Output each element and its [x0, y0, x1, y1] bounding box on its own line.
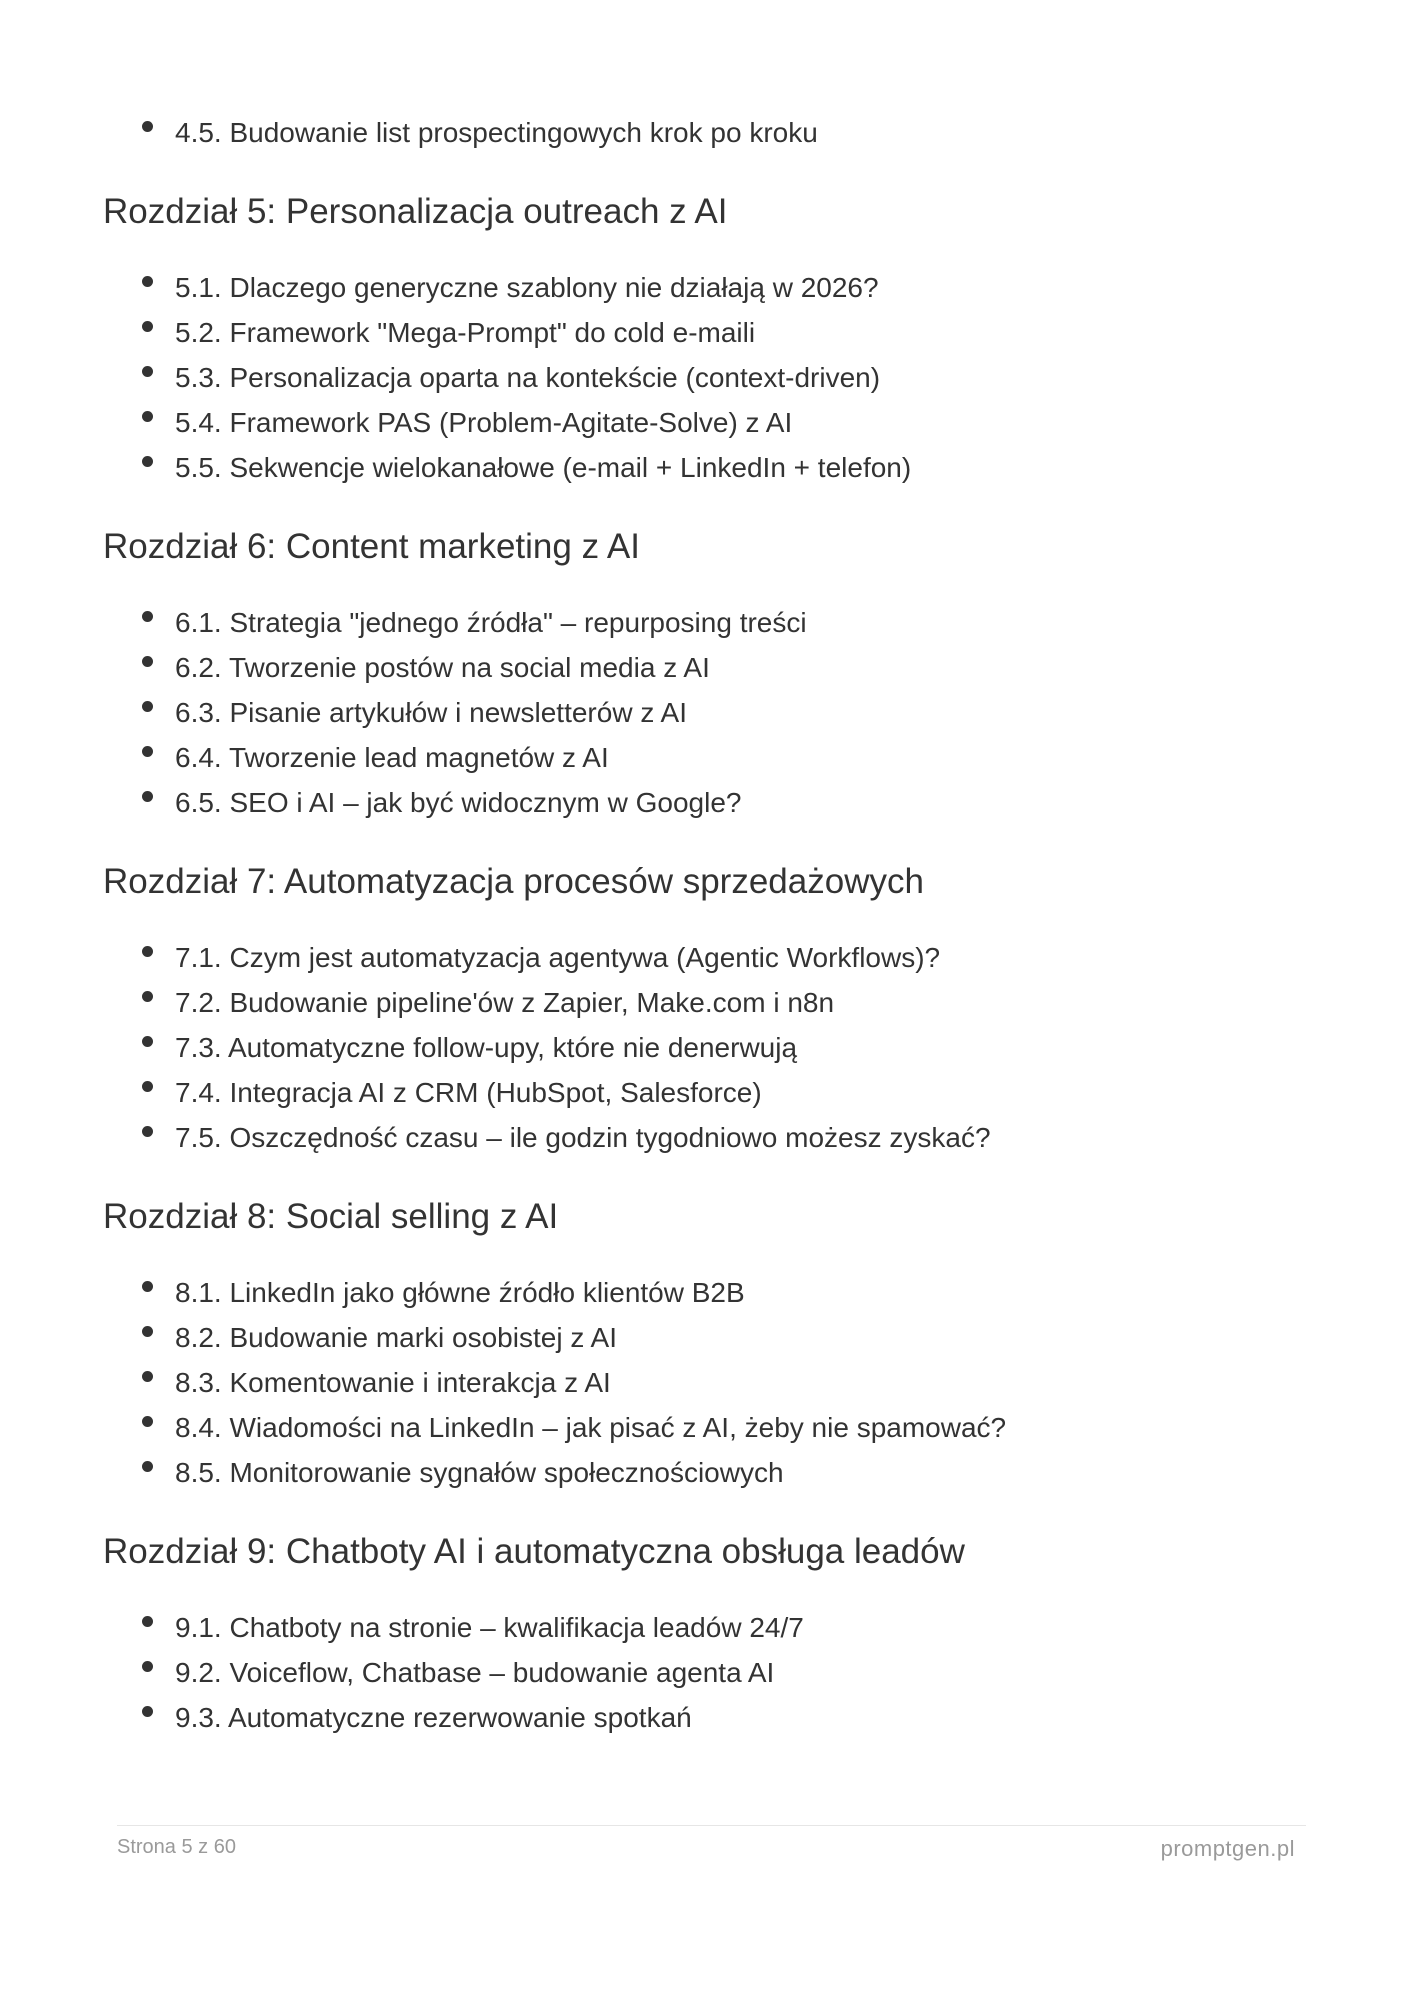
bullet-icon: [142, 1461, 153, 1472]
list-item-text: 7.2. Budowanie pipeline'ów z Zapier, Make.com i n8n: [175, 987, 835, 1018]
list-item-text: 4.5. Budowanie list prospectingowych krok po kroku: [175, 117, 818, 148]
list-item-text: 7.4. Integracja AI z CRM (HubSpot, Salesforce): [175, 1077, 762, 1108]
chapter-heading: Rozdział 7: Automatyzacja procesów sprzedażowych: [103, 862, 924, 901]
list-item: [103, 600, 1313, 645]
list-item-text: 9.3. Automatyczne rezerwowanie spotkań: [175, 1702, 692, 1733]
list-item-text: 7.5. Oszczędność czasu – ile godzin tygodniowo możesz zyskać?: [175, 1122, 991, 1153]
bullet-icon: [142, 411, 153, 422]
bullet-icon: [142, 1326, 153, 1337]
list-item: [103, 355, 1313, 400]
list-item: [103, 690, 1313, 735]
bullet-icon: [142, 701, 153, 712]
table-of-contents: [103, 110, 1313, 1740]
list-item: [103, 310, 1313, 355]
chapter-heading: Rozdział 8: Social selling z AI: [103, 1197, 559, 1236]
list-item-text: 8.3. Komentowanie i interakcja z AI: [175, 1367, 611, 1398]
list-item-text: 6.2. Tworzenie postów na social media z AI: [175, 652, 710, 683]
chapter-item-list: [103, 265, 1313, 490]
bullet-icon: [142, 1036, 153, 1047]
list-item-text: 5.1. Dlaczego generyczne szablony nie działają w 2026?: [175, 272, 879, 303]
list-item: [103, 400, 1313, 445]
list-item: [103, 1115, 1313, 1160]
list-item-text: 7.3. Automatyczne follow-upy, które nie denerwują: [175, 1032, 798, 1063]
bullet-icon: [142, 1416, 153, 1427]
chapter-heading: Rozdział 9: Chatboty AI i automatyczna obsługa leadów: [103, 1532, 965, 1571]
footer-divider: [117, 1825, 1306, 1826]
list-item-text: 5.4. Framework PAS (Problem-Agitate-Solve) z AI: [175, 407, 793, 438]
bullet-icon: [142, 991, 153, 1002]
bullet-icon: [142, 1281, 153, 1292]
list-item: [103, 780, 1313, 825]
chapter-heading: Rozdział 6: Content marketing z AI: [103, 527, 640, 566]
footer-site: promptgen.pl: [1160, 1836, 1295, 1861]
list-item: [103, 1025, 1313, 1070]
bullet-icon: [142, 456, 153, 467]
chapter-item-list: [103, 1605, 1313, 1740]
bullet-icon: [142, 611, 153, 622]
bullet-icon: [142, 1371, 153, 1382]
bullet-icon: [142, 1616, 153, 1627]
list-item-text: 7.1. Czym jest automatyzacja agentywa (Agentic Workflows)?: [175, 942, 941, 973]
list-item: [103, 1070, 1313, 1115]
list-item-text: 5.2. Framework "Mega-Prompt" do cold e-maili: [175, 317, 756, 348]
bullet-icon: [142, 746, 153, 757]
chapter-heading: Rozdział 5: Personalizacja outreach z AI: [103, 192, 728, 231]
page-number: Strona 5 z 60: [117, 1836, 236, 1858]
bullet-icon: [142, 276, 153, 287]
list-item: [103, 645, 1313, 690]
list-item: [103, 980, 1313, 1025]
bullet-icon: [142, 656, 153, 667]
bullet-icon: [142, 1661, 153, 1672]
list-item: [103, 1360, 1313, 1405]
list-item: [103, 445, 1313, 490]
chapter-item-list: [103, 935, 1313, 1160]
list-item: [103, 935, 1313, 980]
bullet-icon: [142, 1081, 153, 1092]
list-item-text: 8.4. Wiadomości na LinkedIn – jak pisać z AI, żeby nie spamować?: [175, 1412, 1007, 1443]
list-item: [103, 265, 1313, 310]
list-item-text: 8.2. Budowanie marki osobistej z AI: [175, 1322, 618, 1353]
list-item-text: 5.3. Personalizacja oparta na kontekście (context-driven): [175, 362, 881, 393]
list-item-text: 6.1. Strategia "jednego źródła" – repurposing treści: [175, 607, 807, 638]
list-item-text: 6.5. SEO i AI – jak być widocznym w Google?: [175, 787, 742, 818]
list-item-text: 9.2. Voiceflow, Chatbase – budowanie agenta AI: [175, 1657, 775, 1688]
bullet-icon: [142, 121, 153, 132]
bullet-icon: [142, 366, 153, 377]
bullet-icon: [142, 1706, 153, 1717]
list-item: [103, 1270, 1313, 1315]
chapter-item-list: [103, 1270, 1313, 1495]
list-item-text: 9.1. Chatboty na stronie – kwalifikacja leadów 24/7: [175, 1612, 804, 1643]
bullet-icon: [142, 1126, 153, 1137]
list-item-text: 6.4. Tworzenie lead magnetów z AI: [175, 742, 609, 773]
list-item-text: 5.5. Sekwencje wielokanałowe (e-mail + LinkedIn + telefon): [175, 452, 912, 483]
list-item: [103, 1695, 1313, 1740]
list-item: [103, 1605, 1313, 1650]
bullet-icon: [142, 946, 153, 957]
list-item: [103, 1650, 1313, 1695]
bullet-icon: [142, 791, 153, 802]
list-item: [103, 1315, 1313, 1360]
chapter-item-list: [103, 600, 1313, 825]
list-item: [103, 735, 1313, 780]
list-item-text: 6.3. Pisanie artykułów i newsletterów z AI: [175, 697, 688, 728]
bullet-icon: [142, 321, 153, 332]
top-item-list: [103, 110, 1313, 155]
list-item-text: 8.1. LinkedIn jako główne źródło klientów B2B: [175, 1277, 745, 1308]
list-item: [103, 1405, 1313, 1450]
list-item: [103, 110, 1313, 155]
list-item: [103, 1450, 1313, 1495]
list-item-text: 8.5. Monitorowanie sygnałów społecznościowych: [175, 1457, 784, 1488]
